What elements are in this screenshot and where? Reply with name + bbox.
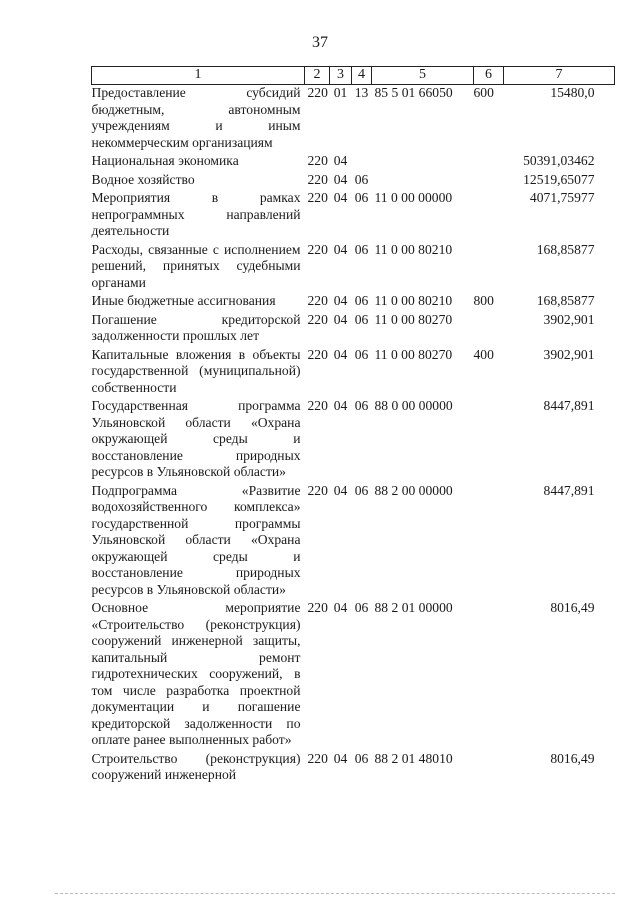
- subsection-cell: [352, 153, 372, 172]
- target-article-cell: 88 0 00 00000: [374, 398, 453, 413]
- subsection-cell: 13: [354, 85, 369, 100]
- table-row: [92, 153, 615, 172]
- target-article-cell: 11 0 00 80210: [374, 241, 453, 257]
- subsection-cell: 06: [354, 600, 369, 615]
- amount-cell: 3902,901: [543, 346, 595, 362]
- row-name-cell: Предоставление субсидий бюджетным, автономным учреждениям и иным некоммерческим организациям: [91, 85, 301, 150]
- section-cell: 04: [333, 153, 348, 168]
- admin-code-cell: 220: [307, 398, 328, 413]
- row-name-cell: Строительство (реконструкция) сооружений инженерной: [91, 750, 301, 782]
- expense-type-cell: [474, 242, 504, 294]
- page-number: 37: [312, 34, 328, 51]
- table-row: [92, 600, 615, 751]
- admin-code-cell: 220: [307, 600, 328, 615]
- amount-cell: 8447,891: [543, 482, 595, 498]
- target-article-cell: [372, 153, 474, 172]
- table-row: [92, 293, 615, 312]
- budget-table: [91, 66, 615, 786]
- table-row: [92, 483, 615, 601]
- table-row: [92, 190, 615, 242]
- expense-type-cell: [474, 398, 504, 483]
- col-header-7: 7: [504, 67, 615, 85]
- table-row: [92, 312, 615, 347]
- amount-cell: 8447,891: [543, 398, 595, 413]
- section-cell: 04: [333, 600, 348, 615]
- amount-cell: 8016,49: [550, 600, 595, 615]
- page-bottom-edge: [55, 893, 615, 894]
- subsection-cell: 06: [354, 398, 369, 413]
- section-cell: 04: [333, 750, 348, 766]
- section-cell: 04: [333, 190, 348, 205]
- target-article-cell: 11 0 00 80270: [374, 346, 453, 362]
- subsection-cell: 06: [354, 482, 369, 498]
- amount-cell: 12519,65077: [523, 171, 595, 187]
- table-header-row: [92, 67, 615, 85]
- target-article-cell: 11 0 00 80210: [374, 293, 453, 308]
- admin-code-cell: 220: [307, 85, 328, 100]
- expense-type-cell: [474, 600, 504, 751]
- row-name-cell: Капитальные вложения в объекты государственной (муниципальной) собственности: [91, 346, 301, 395]
- section-cell: 04: [333, 311, 348, 327]
- subsection-cell: 06: [354, 750, 369, 766]
- table-row: [92, 398, 615, 483]
- row-name-cell: Национальная экономика: [91, 153, 239, 168]
- table-body: [92, 85, 615, 786]
- subsection-cell: 06: [354, 241, 369, 257]
- section-cell: 04: [333, 293, 348, 308]
- col-header-5: 5: [372, 67, 474, 85]
- col-header-2: 2: [305, 67, 330, 85]
- expense-type-cell: [474, 190, 504, 242]
- section-cell: 04: [333, 171, 348, 187]
- expense-type-cell: [474, 312, 504, 347]
- admin-code-cell: 220: [307, 293, 328, 308]
- admin-code-cell: 220: [307, 241, 328, 257]
- amount-cell: 15480,0: [550, 85, 595, 100]
- row-name-cell: Иные бюджетные ассигнования: [91, 293, 276, 308]
- expense-type-cell: 600: [473, 85, 494, 100]
- amount-cell: 168,85877: [536, 241, 595, 257]
- table-row: [92, 242, 615, 294]
- expense-type-cell: [474, 483, 504, 601]
- target-article-cell: 88 2 00 00000: [374, 482, 453, 498]
- table-row: [92, 347, 615, 399]
- target-article-cell: 85 5 01 66050: [374, 85, 453, 100]
- target-article-cell: [372, 172, 474, 191]
- row-name-cell: Государственная программа Ульяновской области «Охрана окружающей среды и восстановление природных ресурсов в Ульяновской области»: [91, 398, 301, 479]
- expense-type-cell: 400: [473, 346, 494, 362]
- admin-code-cell: 220: [307, 190, 328, 205]
- admin-code-cell: 220: [307, 153, 328, 168]
- subsection-cell: 06: [354, 311, 369, 327]
- amount-cell: 168,85877: [536, 293, 595, 308]
- admin-code-cell: 220: [307, 750, 328, 766]
- col-header-1: 1: [92, 67, 305, 85]
- target-article-cell: 11 0 00 80270: [374, 311, 453, 327]
- row-name-cell: Основное мероприятие «Строительство (реконструкция) сооружений инженерной защиты, капитальный ремонт гидротехнических сооружений, в том числе разработка проектной документации и погашение кредиторской задолженности по оплате ранее выполненных работ»: [91, 600, 301, 747]
- admin-code-cell: 220: [307, 482, 328, 498]
- row-name-cell: Водное хозяйство: [91, 171, 195, 187]
- subsection-cell: 06: [354, 171, 369, 187]
- amount-cell: 50391,03462: [523, 153, 595, 168]
- expense-type-cell: [474, 153, 504, 172]
- amount-cell: 3902,901: [543, 311, 595, 327]
- target-article-cell: 88 2 01 00000: [374, 600, 453, 615]
- amount-cell: 4071,75977: [529, 190, 595, 205]
- expense-type-cell: [474, 172, 504, 191]
- subsection-cell: 06: [354, 346, 369, 362]
- section-cell: 04: [333, 346, 348, 362]
- expense-type-cell: 800: [473, 293, 494, 308]
- col-header-3: 3: [330, 67, 352, 85]
- table-row: [92, 751, 615, 786]
- table-row: [92, 172, 615, 191]
- subsection-cell: 06: [354, 190, 369, 205]
- admin-code-cell: 220: [307, 346, 328, 362]
- admin-code-cell: 220: [307, 171, 328, 187]
- table-row: [92, 85, 615, 154]
- section-cell: 04: [333, 482, 348, 498]
- section-cell: 04: [333, 241, 348, 257]
- target-article-cell: 11 0 00 00000: [374, 190, 453, 205]
- row-name-cell: Мероприятия в рамках непрограммных направлений деятельности: [91, 190, 301, 238]
- row-name-cell: Погашение кредиторской задолженности прошлых лет: [91, 311, 301, 343]
- row-name-cell: Расходы, связанные с исполнением решений, принятых судебными органами: [91, 241, 301, 290]
- expense-type-cell: [474, 751, 504, 786]
- section-cell: 01: [333, 85, 348, 100]
- row-name-cell: Подпрограмма «Развитие водохозяйственного комплекса» государственной программы Ульяновской области «Охрана окружающей среды и восстановление природных ресурсов в Ульяновской области»: [91, 482, 301, 597]
- col-header-6: 6: [474, 67, 504, 85]
- target-article-cell: 88 2 01 48010: [374, 750, 453, 766]
- section-cell: 04: [333, 398, 348, 413]
- admin-code-cell: 220: [307, 311, 328, 327]
- col-header-4: 4: [352, 67, 372, 85]
- amount-cell: 8016,49: [550, 750, 595, 766]
- subsection-cell: 06: [354, 293, 369, 308]
